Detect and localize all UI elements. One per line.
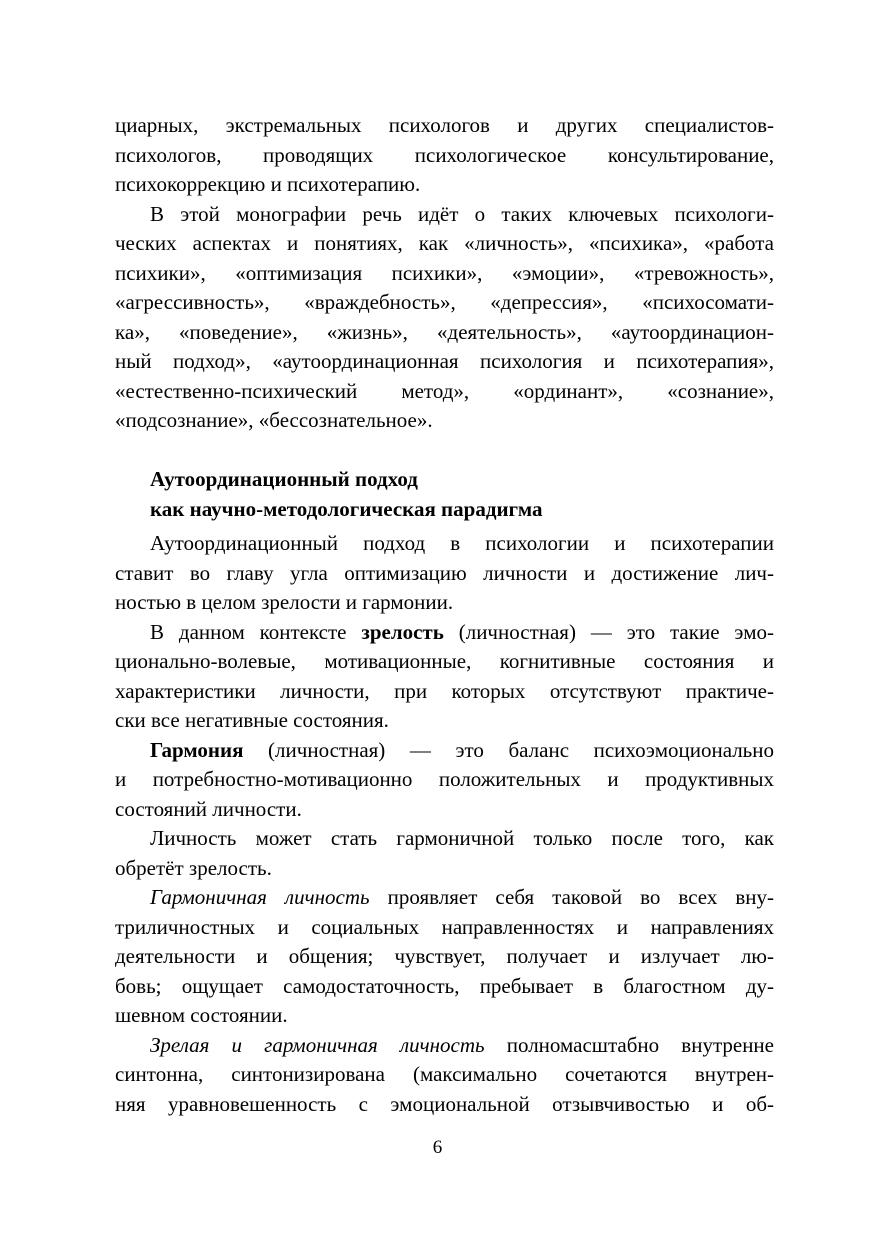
body-block: [115, 529, 774, 1119]
text-line: ческих аспектах и понятиях, как «личность», «психика», «работа: [115, 231, 774, 255]
text-line: психологов, проводящих психологическое консультирование,: [115, 142, 774, 167]
term-harmony: Гармония: [150, 737, 244, 762]
text-line: циарных, экстремальных психологов и других специалистов-: [115, 113, 774, 137]
text-line: психики», «оптимизация психики», «эмоции», «тревожность»,: [115, 260, 774, 285]
text-line: «естественно-психический метод», «ординант», «сознание»,: [115, 378, 774, 403]
text-line: характеристики личности, при которых отсутствуют практиче-: [115, 678, 774, 703]
heading-line: Аутоординационный подход: [150, 467, 418, 491]
text-line: Аутоординационный подход в психологии и психотерапии: [150, 531, 774, 555]
text-line: ционально-волевые, мотивационные, когнитивные состояния и: [115, 649, 774, 673]
text-line: синтонна, синтонизирована (максимально сочетаются внутрен-: [115, 1062, 774, 1086]
text-line: ный подход», «аутоординационная психология и психотерапия»,: [115, 349, 774, 373]
term-mature-harmonious-personality: Зрелая и гармоничная личность: [150, 1032, 485, 1057]
text-line: ностью в целом зрелости и гармонии.: [115, 590, 454, 614]
text-run: проявляет себя таковой во всех вну-: [369, 885, 775, 909]
text-run: (личностная) — это такие эмо-: [443, 619, 774, 644]
text-line: няя уравновешенность с эмоциональной отзывчивостью и об-: [115, 1091, 774, 1116]
text-line: шевном состоянии.: [115, 1003, 288, 1027]
text-line: ски все негативные состояния.: [115, 708, 389, 732]
text-line: бовь; ощущает самодостаточность, пребывает в благостном ду-: [115, 973, 774, 998]
text-line: «агрессивность», «враждебность», «депрессия», «психосомати-: [115, 290, 774, 314]
term-harmonious-personality: Гармоничная личность: [150, 885, 370, 909]
text-line: [115, 618, 774, 648]
text-line: ставит во главу угла оптимизацию личности и достижение лич-: [115, 560, 774, 585]
text-run: В данном контексте: [150, 619, 362, 644]
text-line: состояний личности.: [115, 796, 302, 821]
text-line: Личность может стать гармоничной только после того, как: [150, 826, 774, 850]
term-maturity: зрелость: [361, 619, 444, 644]
text-line: В этой монографии речь идёт о таких ключевых психологи-: [150, 201, 774, 226]
page-number: 6: [432, 1137, 443, 1158]
text-line: деятельности и общения; чувствует, получает и излучает лю-: [115, 944, 774, 968]
text-line: ка», «поведение», «жизнь», «деятельность», «аутоординацион-: [115, 319, 774, 344]
intro-block: [115, 111, 774, 436]
text-line: «подсознание», «бессознательное».: [115, 408, 433, 432]
text-line: обретёт зрелость.: [115, 855, 272, 880]
text-run: (личностная) — это баланс психоэмоционально: [243, 737, 774, 762]
text-run: полномасштабно внутренне: [484, 1032, 774, 1057]
text-line: [115, 883, 774, 913]
text-line: триличностных и социальных направленностях и направлениях: [115, 914, 774, 939]
text-line: психокоррекцию и психотерапию.: [115, 172, 421, 196]
section-heading: [150, 465, 542, 524]
heading-line: как научно-методологическая парадигма: [150, 496, 543, 521]
text-line: и потребностно-мотивационно положительных и продуктивных: [115, 767, 774, 791]
text-line: [115, 1031, 774, 1061]
text-line: [115, 736, 774, 766]
